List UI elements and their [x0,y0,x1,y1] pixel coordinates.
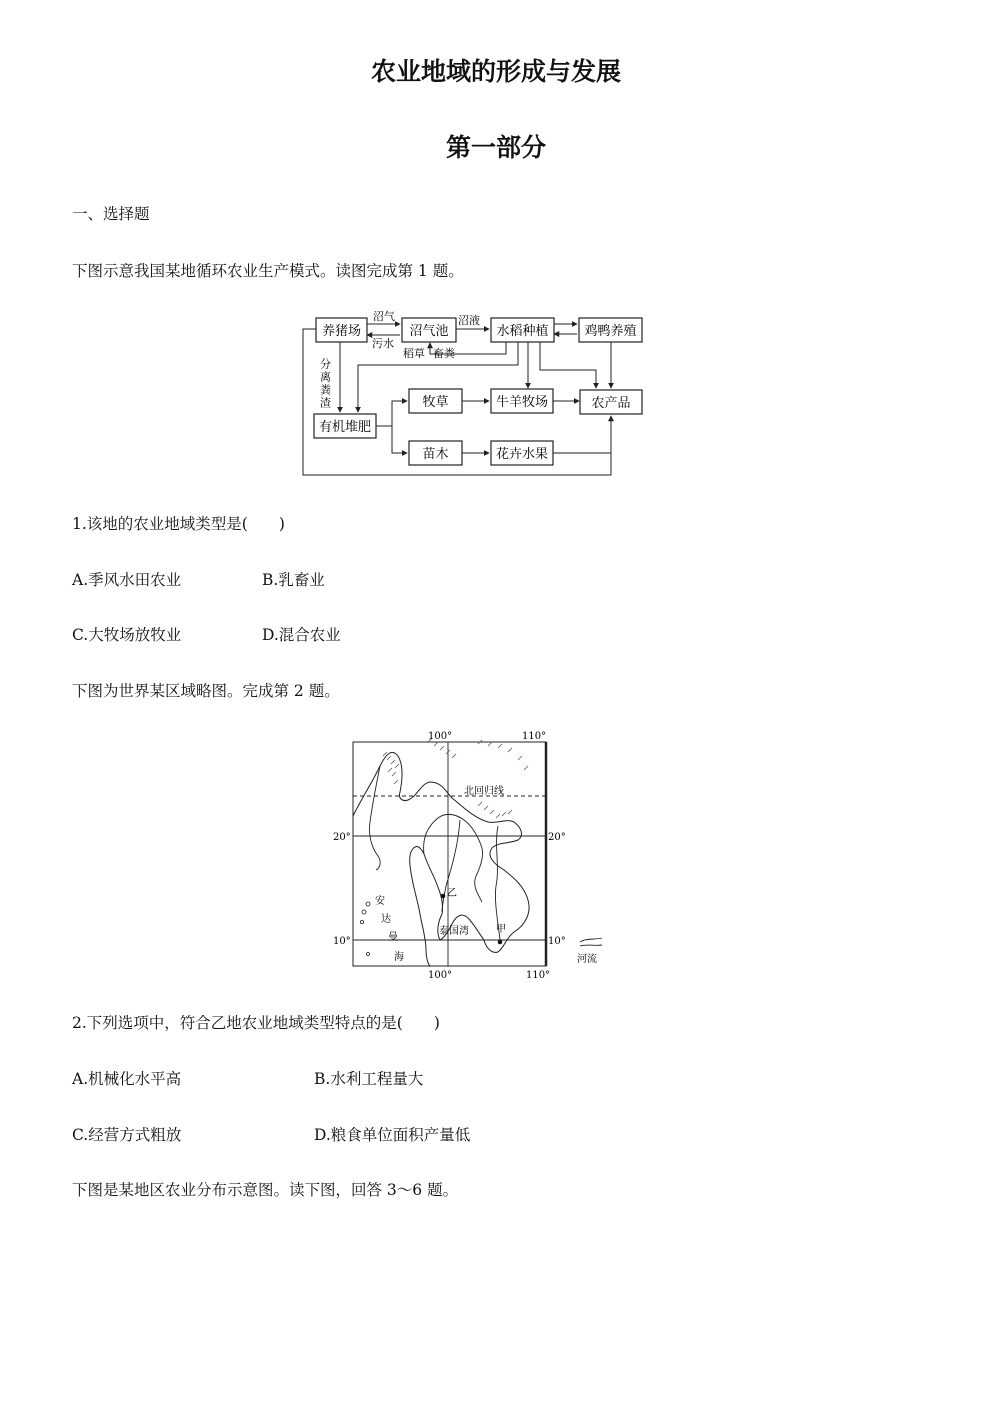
node-grass [409,389,462,413]
label-sea-2: 达 [381,914,391,925]
question-1-stem: 1.该地的农业地域类型是( ) [72,515,285,533]
node-seedling [409,441,462,465]
southeast-asia-map [328,726,608,982]
edge-label-manure: 畜粪 [433,347,455,360]
edge-label-slurry: 沼液 [458,314,480,327]
question-1-option-c[interactable]: C.大牧场放牧业 [72,626,182,644]
label-sea-3: 曼 [388,932,398,943]
label-lat-10-right: 10° [548,936,566,947]
label-lon-110-bottom: 110° [526,970,551,981]
question-2-option-c[interactable]: C.经营方式粗放 [72,1126,182,1144]
intro-question-2: 下图为世界某区域略图。完成第 2 题。 [72,682,340,700]
label-lat-20-left: 20° [333,832,351,843]
question-2-option-d[interactable]: D.粮食单位面积产量低 [314,1126,471,1144]
document-title: 农业地域的形成与发展 [370,57,621,86]
question-1-option-b[interactable]: B.乳畜业 [262,571,325,589]
svg-text:水稻种植: 水稻种植 [496,324,549,339]
label-gulf: 泰国湾 [439,926,469,937]
label-yi: 乙 [447,888,457,899]
node-pig-farm [316,318,367,342]
label-sea-4: 海 [394,952,404,963]
label-lat-20-right: 20° [548,832,566,843]
label-jia: 甲 [496,924,506,935]
question-2-option-a[interactable]: A.机械化水平高 [72,1070,182,1088]
svg-text:花卉水果: 花卉水果 [495,447,549,462]
section-heading: 一、选择题 [72,205,150,223]
label-lon-110-top: 110° [522,731,547,742]
svg-text:牧草: 牧草 [422,395,449,410]
label-lat-10-left: 10° [333,936,351,947]
edge-label-straw: 稻草 [403,347,425,360]
intro-question-1: 下图示意我国某地循环农业生产模式。读图完成第 1 题。 [72,262,464,280]
question-2-stem: 2.下列选项中，符合乙地农业地域类型特点的是( ) [72,1014,440,1032]
node-poultry [579,318,642,342]
node-compost [314,414,376,438]
circular-agriculture-flowchart [296,308,656,480]
label-lon-100-bottom: 100° [428,970,453,981]
part-title: 第一部分 [445,133,546,162]
question-2-option-b[interactable]: B.水利工程量大 [314,1070,424,1088]
legend-river-label: 河流 [577,954,597,965]
node-product [580,390,642,414]
node-cattle [491,389,553,413]
question-1-option-d[interactable]: D.混合农业 [262,626,341,644]
edge-label-sewage: 污水 [372,337,394,350]
svg-text:有机堆肥: 有机堆肥 [318,420,372,435]
edge-label-separate: 分离粪渣 [318,358,332,410]
question-1-option-a[interactable]: A.季风水田农业 [72,571,182,589]
node-rice [491,318,554,342]
label-lon-100-top: 100° [428,731,453,742]
label-sea-1: 安 [375,896,385,907]
svg-text:养猪场: 养猪场 [321,324,362,339]
svg-text:农产品: 农产品 [591,396,631,411]
svg-text:沼气池: 沼气池 [409,324,449,339]
label-tropic: 北回归线 [464,786,504,797]
svg-text:鸡鸭养殖: 鸡鸭养殖 [584,324,637,339]
svg-text:牛羊牧场: 牛羊牧场 [495,395,549,410]
node-biogas-pool [402,318,456,342]
intro-question-3-6: 下图是某地区农业分布示意图。读下图，回答 3～6 题。 [72,1181,459,1199]
node-flowers [491,441,553,465]
svg-text:苗木: 苗木 [422,447,449,462]
edge-label-biogas: 沼气 [373,310,395,323]
